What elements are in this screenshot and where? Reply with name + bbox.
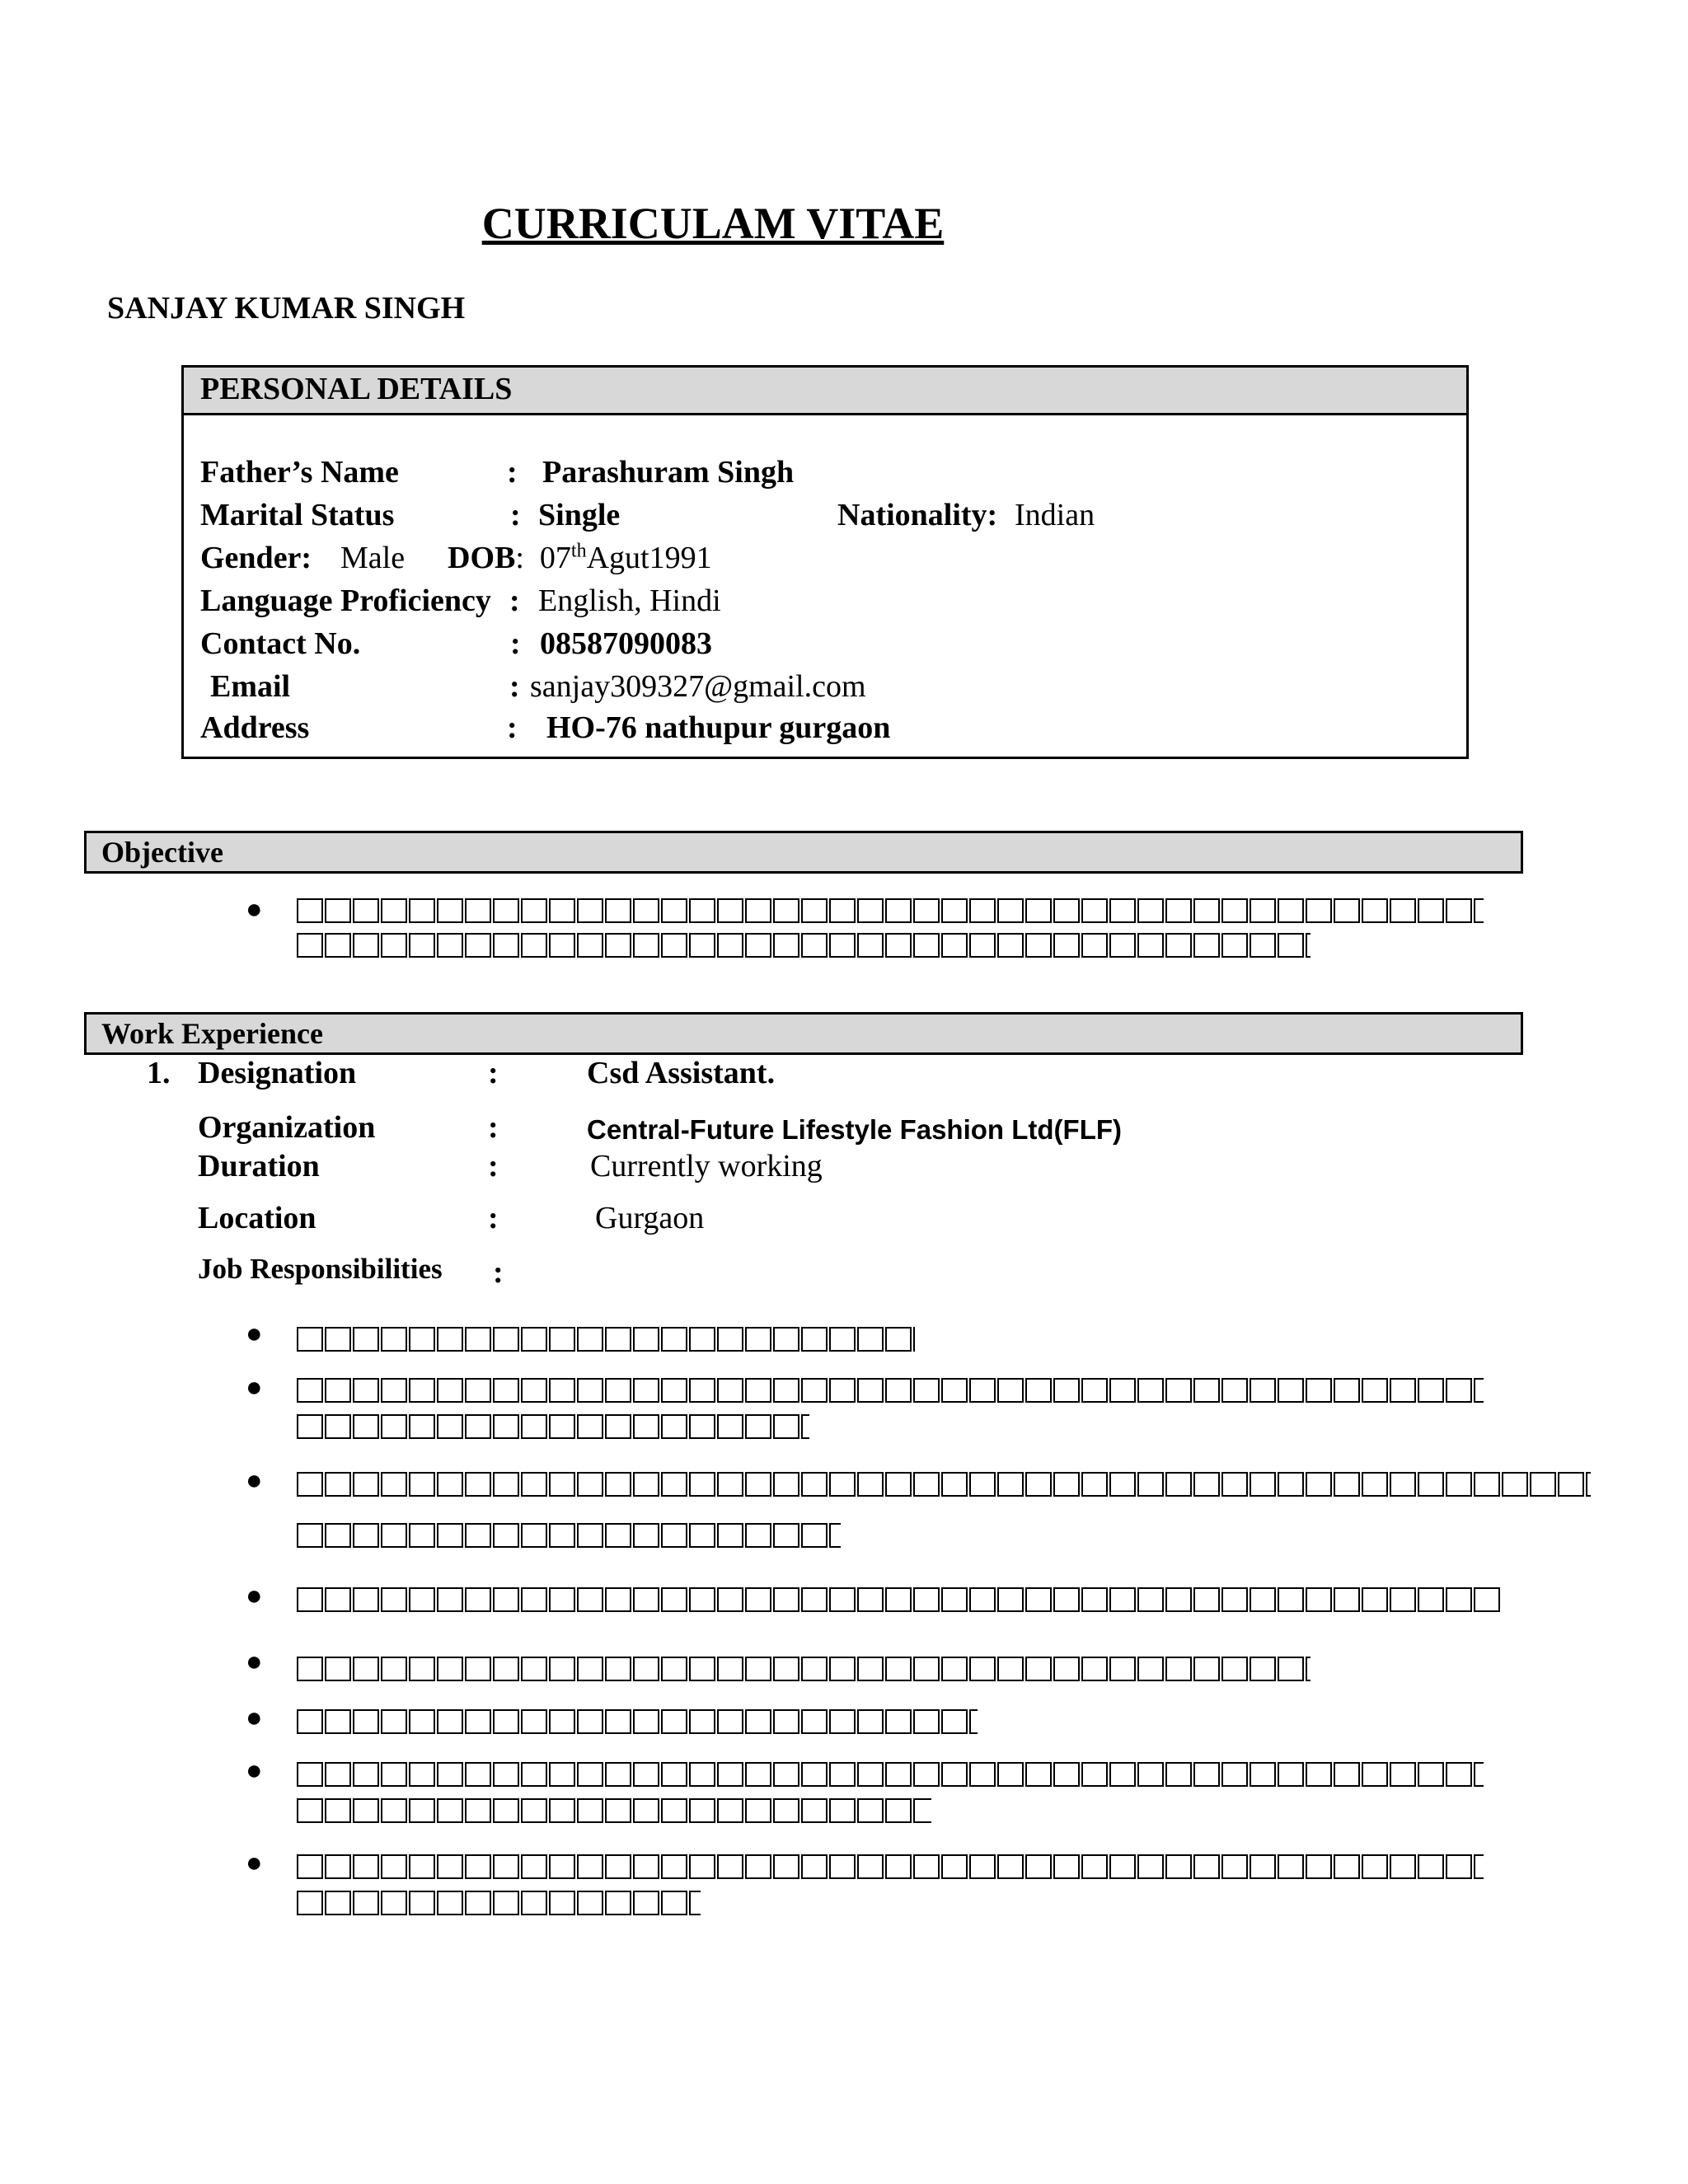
unreadable-text-line bbox=[297, 1762, 1484, 1787]
email-label: Email bbox=[210, 669, 291, 704]
nationality-value: Indian bbox=[1015, 498, 1095, 532]
email-value: sanjay309327@gmail.com bbox=[530, 669, 866, 704]
bullet: ● bbox=[246, 1647, 263, 1677]
item-number: 1. bbox=[147, 1056, 171, 1090]
personal-details-heading: PERSONAL DETAILS bbox=[184, 368, 1466, 415]
contact-label: Contact No. bbox=[200, 626, 361, 661]
colon: : bbox=[488, 1056, 499, 1090]
unreadable-text-line bbox=[297, 1327, 915, 1352]
work-experience-heading: Work Experience bbox=[84, 1012, 1523, 1055]
fathers-name-label: Father’s Name bbox=[200, 455, 399, 490]
unreadable-text-line bbox=[297, 933, 1311, 958]
organization-label: Organization bbox=[198, 1110, 376, 1145]
colon: : bbox=[509, 583, 520, 618]
dob-day: 07 bbox=[539, 541, 571, 575]
address-value: HO-76 nathupur gurgaon bbox=[546, 710, 891, 745]
dob-suffix: th bbox=[570, 540, 587, 562]
gender-value: Male bbox=[340, 541, 406, 575]
unreadable-text-line bbox=[297, 1854, 1484, 1879]
organization-value: Central-Future Lifestyle Fashion Ltd(FLF) bbox=[587, 1114, 1122, 1145]
unreadable-text-line bbox=[297, 1891, 701, 1915]
page-title: CURRICULAM VITAE bbox=[481, 199, 945, 248]
colon: : bbox=[507, 710, 518, 745]
responsibilities-label: Job Responsibilities bbox=[198, 1253, 443, 1285]
personal-details-box: PERSONAL DETAILS Father’s Name : Parashuram Singh Marital Status : Single Nationality: Indian Gender: Male DOB: 07thAgut1991 Language Proficiency : English, Hindi Contact No. : 08587090083 Email : sanjay309327@gmail.com Address : HO-76 nathupur gurgaon bbox=[181, 365, 1469, 759]
objective-heading: Objective bbox=[84, 831, 1523, 874]
unreadable-text-line bbox=[297, 1657, 1311, 1681]
language-value: English, Hindi bbox=[538, 583, 721, 618]
duration-value: Currently working bbox=[590, 1149, 823, 1183]
fathers-name-value: Parashuram Singh bbox=[542, 455, 795, 490]
unreadable-text-line bbox=[297, 1709, 978, 1734]
designation-value: Csd Assistant. bbox=[587, 1056, 776, 1090]
colon: : bbox=[509, 669, 520, 704]
colon: : bbox=[488, 1110, 499, 1145]
candidate-name: SANJAY KUMAR SINGH bbox=[107, 291, 466, 326]
bullet: ● bbox=[246, 1848, 263, 1878]
unreadable-text-line bbox=[297, 1523, 841, 1548]
dob-rest: Agut1991 bbox=[586, 541, 712, 575]
bullet: ● bbox=[246, 1319, 263, 1349]
marital-label: Marital Status bbox=[200, 498, 395, 532]
colon: : bbox=[510, 626, 521, 661]
dob-label: DOB bbox=[448, 541, 516, 575]
location-value: Gurgaon bbox=[595, 1201, 705, 1235]
unreadable-text-line bbox=[297, 1798, 931, 1823]
gender-label: Gender: bbox=[200, 541, 312, 575]
colon: : bbox=[507, 455, 518, 490]
address-label: Address bbox=[200, 710, 310, 745]
unreadable-text-line bbox=[297, 1414, 809, 1439]
location-label: Location bbox=[198, 1201, 316, 1235]
colon: : bbox=[510, 498, 521, 532]
designation-label: Designation bbox=[198, 1056, 357, 1090]
bullet: ● bbox=[246, 1581, 263, 1611]
bullet: ● bbox=[246, 894, 263, 925]
unreadable-text-line bbox=[297, 1472, 1591, 1497]
bullet: ● bbox=[246, 1465, 263, 1496]
unreadable-text-line bbox=[297, 1378, 1484, 1403]
colon: : bbox=[488, 1201, 499, 1235]
duration-label: Duration bbox=[198, 1149, 320, 1183]
marital-value: Single bbox=[538, 498, 621, 532]
nationality-label: Nationality: bbox=[837, 498, 998, 532]
unreadable-text-line bbox=[297, 1587, 1500, 1612]
colon: : bbox=[493, 1255, 504, 1290]
language-label: Language Proficiency bbox=[200, 583, 491, 618]
colon: : bbox=[488, 1149, 499, 1183]
bullet: ● bbox=[246, 1755, 263, 1786]
unreadable-text-line bbox=[297, 898, 1484, 923]
contact-value: 08587090083 bbox=[540, 626, 712, 661]
bullet: ● bbox=[246, 1703, 263, 1733]
bullet: ● bbox=[246, 1372, 263, 1403]
